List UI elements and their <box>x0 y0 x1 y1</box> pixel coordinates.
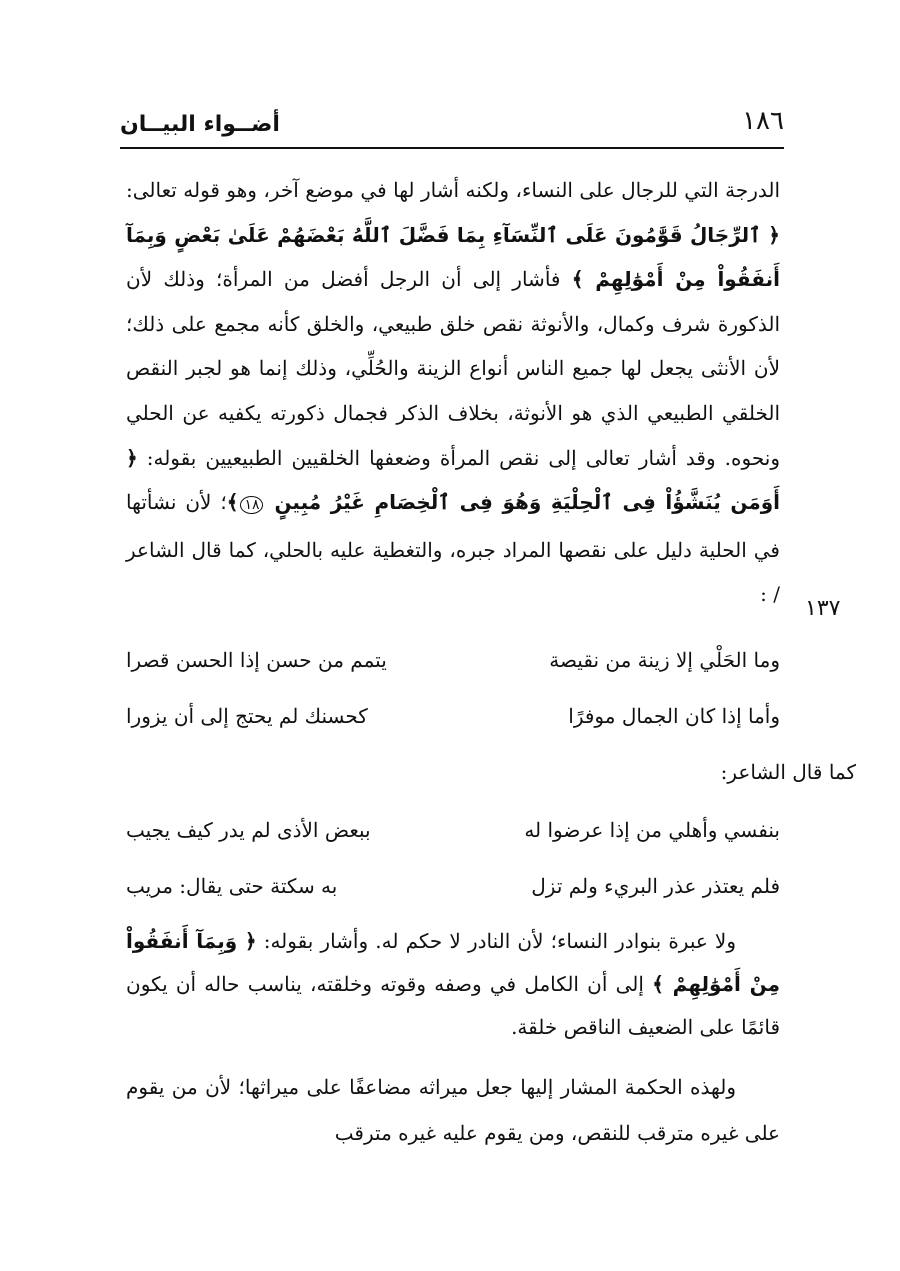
poem-1 <box>126 648 780 760</box>
running-title: أضــواء البيــان <box>120 112 280 137</box>
para1-text-2: فأشار إلى أن الرجل أفضل من المرأة؛ وذلك لأن الذكورة شرف وكمال، والأنوثة نقص خلق طبيعي، والخلق كأنه مجمع على ذلك؛ لأن الأنثى يجعل لها جميع الناس أنواع الزينة والحُلِّي، وذلك إنما هو لجبر النقص الخلقي الطبيعي الذي هو الأنوثة، بخلاف الذكر فجمال ذكورته يكفيه عن الحلي ونحوه. وقد أشار تعالى إلى نقص المرأة وضعفها الخلقيين الطبيعيين بقوله: <box>126 267 780 470</box>
poem-verse <box>126 648 780 704</box>
quran-verse-2: ﴿ أَوَمَن يُنَشَّؤُاْ فِى ٱلْحِلْيَةِ وَهُوَ فِى ٱلْخِصَامِ غَيْرُ مُبِينٍ <box>126 445 781 515</box>
quran-verse-1: ﴿ ٱلرِّجَالُ قَوَّٰمُونَ عَلَى ٱلنِّسَآءِ بِمَا فَضَّلَ ٱللَّهُ بَعْضَهُمْ عَلَىٰ بَعْضٍ وَبِمَآ أَنفَقُواْ مِنْ أَمْوَٰلِهِمْ ﴾ <box>126 222 780 292</box>
verse-first-hemistich: وما الحَلْي إلا زينة من نقيصة <box>549 648 780 672</box>
paragraph-3 <box>126 1064 780 1156</box>
verse-first-hemistich: وأما إذا كان الجمال موفرًا <box>568 704 780 728</box>
quran-verse-3: ﴿ وَبِمَآ أَنفَقُواْ مِنْ أَمْوَٰلِهِمْ ﴾ <box>126 929 780 996</box>
verse-first-hemistich: فلم يعتذر عذر البريء ولم تزل <box>531 874 780 898</box>
verse-first-hemistich: بنفسي وأهلي من إذا عرضوا له <box>524 818 780 842</box>
poem-verse <box>126 818 780 874</box>
verse-second-hemistich: ببعض الأذى لم يدر كيف يجيب <box>126 818 371 842</box>
header-rule <box>120 147 784 149</box>
para2-text-2: إلى أن الكامل في وصفه وقوته وخلقته، يناسب حاله أن يكون قائمًا على الضعيف الناقص خلقة. <box>126 972 780 1039</box>
para1-text-1: الدرجة التي للرجال على النساء، ولكنه أشار لها في موضع آخر، وهو قوله تعالى: <box>126 178 780 202</box>
para2-text-1: ولا عبرة بنوادر النساء؛ لأن النادر لا حكم له. وأشار بقوله: <box>256 929 736 953</box>
page-header <box>120 104 784 148</box>
ayah-number-marker: ١٨ <box>240 496 263 514</box>
poem-2 <box>126 818 780 930</box>
verse-second-hemistich: به سكتة حتى يقال: مريب <box>126 874 338 898</box>
verse-second-hemistich: يتمم من حسن إذا الحسن قصرا <box>126 648 387 672</box>
poem-verse <box>126 704 780 760</box>
paragraph-1 <box>126 168 780 617</box>
page-number: ١٨٦ <box>742 106 784 136</box>
para3-text: ولهذه الحكمة المشار إليها جعل ميراثه مضاعفًا على ميراثها؛ لأن من يقوم على غيره مترقب للنقص، ومن يقوم عليه غيره مترقب <box>126 1075 780 1145</box>
para1-text-3: ؛ لأن نشأتها في الحلية دليل على نقصها المراد جبره، والتغطية عليه بالحلي، كما قال الشاعر / : <box>126 490 780 607</box>
paragraph-2 <box>126 920 780 1049</box>
verse-second-hemistich: كحسنك لم يحتج إلى أن يزورا <box>126 704 368 728</box>
quran-verse-2-close: ﴾ <box>226 490 239 515</box>
poem-intro: كما قال الشاعر: <box>720 760 856 784</box>
margin-page-reference: ١٣٧ <box>805 596 841 621</box>
